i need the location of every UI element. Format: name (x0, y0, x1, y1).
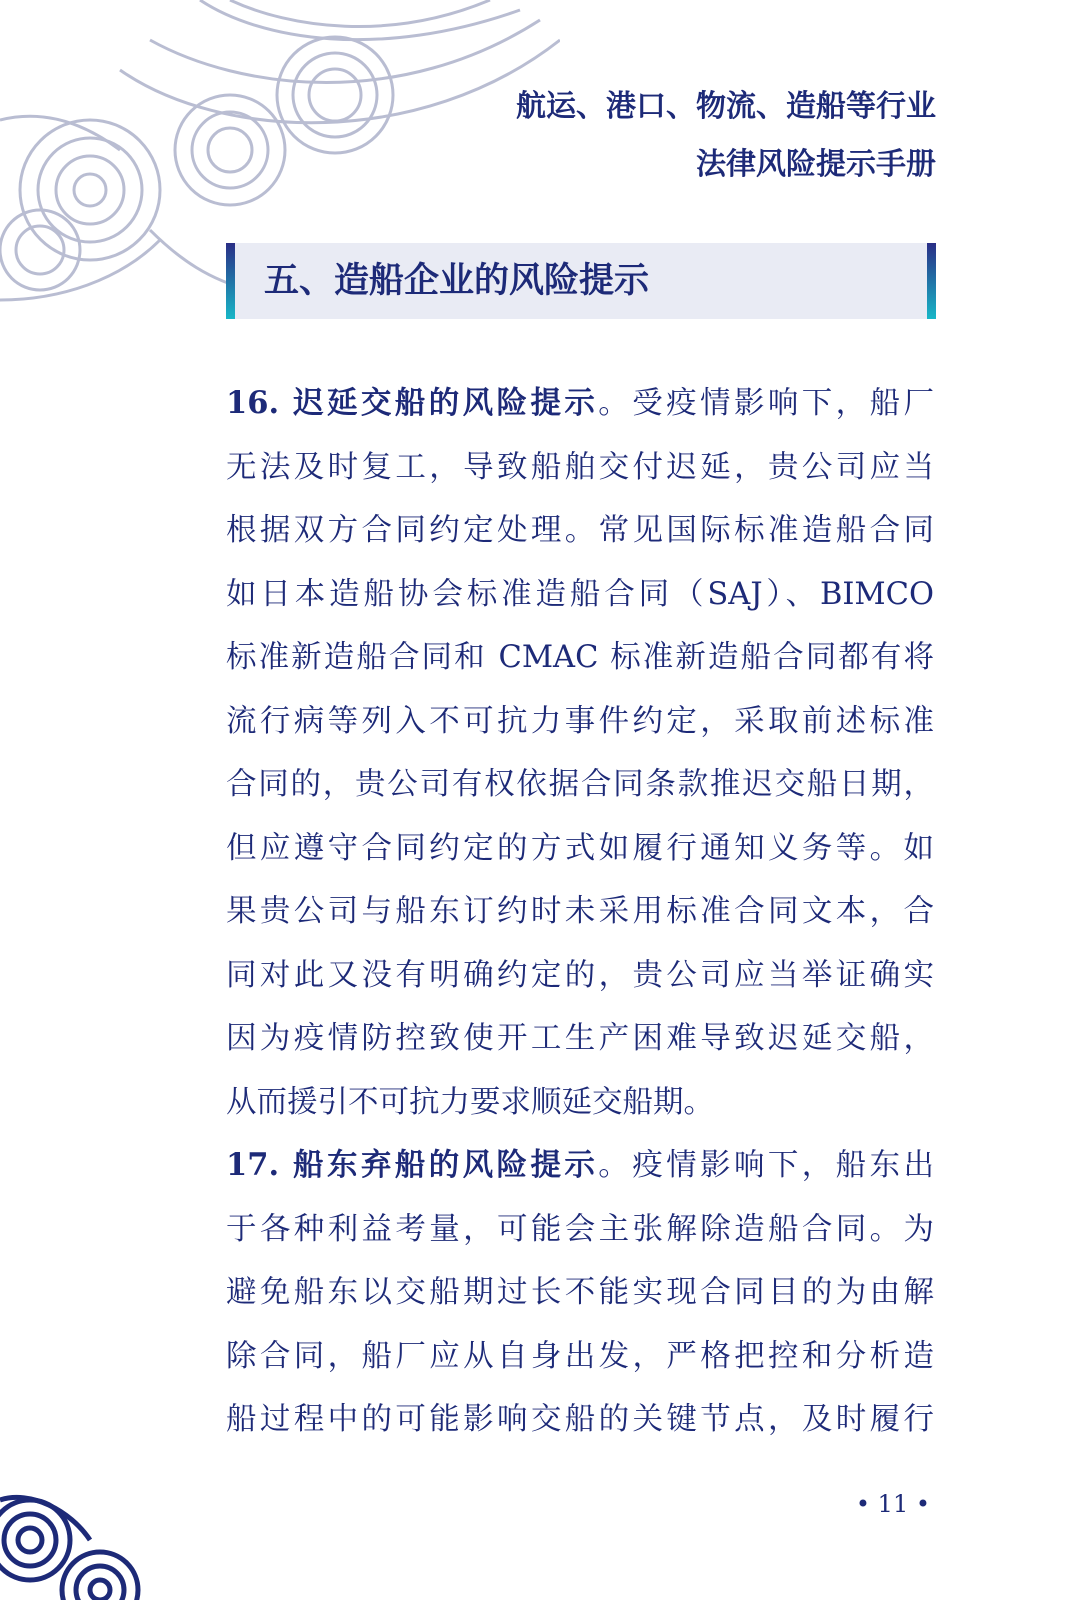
text-line: 合同的，贵公司有权依据合同条款推迟交船日期， (226, 767, 934, 802)
item-17-heading: 17. 船东弃船的风险提示 (226, 1147, 599, 1183)
text-line: 果贵公司与船东订约时未采用标准合同文本，合 (226, 894, 934, 929)
section-title: 五、造船企业的风险提示 (264, 261, 650, 301)
text-line: 从而援引不可抗力要求顺延交船期。 (226, 1084, 714, 1120)
text-line: 标准新造船合同和 CMAC 标准新造船合同都有将 (226, 640, 934, 675)
wave-pattern-decoration (0, 1480, 160, 1600)
text-line: 根据双方合同约定处理。常见国际标准造船合同 (226, 513, 934, 548)
text-line: 除合同，船厂应从自身出发，严格把控和分析造 (226, 1338, 934, 1374)
paragraph-17-lead (226, 1134, 934, 1198)
text-line: 因为疫情防控致使开工生产困难导致迟延交船， (226, 1021, 934, 1056)
paragraph-16-lead (226, 372, 934, 436)
item-16-heading: 16. 迟延交船的风险提示 (226, 385, 599, 421)
text-line: 如日本造船协会标准造船合同（SAJ）、BIMCO (226, 576, 934, 612)
text-line: 但应遵守合同约定的方式如履行通知义务等。如 (226, 830, 934, 866)
text-line: 于各种利益考量，可能会主张解除造船合同。为 (226, 1211, 934, 1247)
accent-left (226, 243, 235, 319)
header-line-1: 航运、港口、物流、造船等行业 (516, 89, 936, 124)
text-line: 避免船东以交船期过长不能实现合同目的为由解 (226, 1275, 934, 1310)
running-header (516, 78, 936, 194)
page-number: • 11 • (855, 1490, 930, 1518)
text-line: 同对此又没有明确约定的，贵公司应当举证确实 (226, 957, 934, 993)
item-16-lead-text: 。受疫情影响下，船厂 (598, 386, 934, 421)
accent-right (927, 243, 936, 319)
text-line: 船过程中的可能影响交船的关键节点，及时履行 (226, 1402, 934, 1437)
section-heading-bar (226, 243, 936, 319)
text-line: 无法及时复工，导致船舶交付迟延，贵公司应当 (226, 449, 934, 485)
item-17-lead-text: 。疫情影响下，船东出 (598, 1148, 934, 1183)
body-text (226, 372, 934, 1452)
header-line-2: 法律风险提示手册 (696, 147, 936, 182)
text-line: 流行病等列入不可抗力事件约定，采取前述标准 (226, 703, 934, 739)
